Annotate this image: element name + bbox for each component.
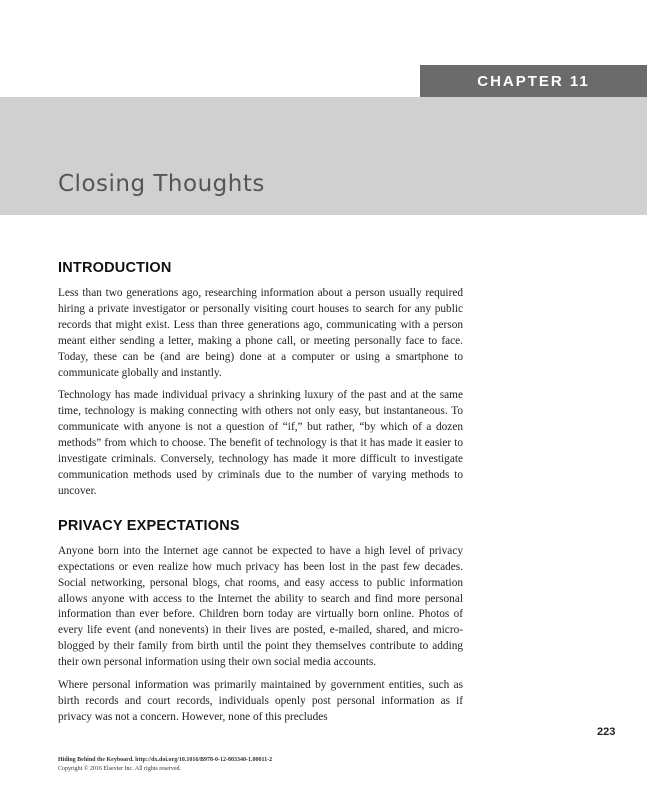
chapter-title: Closing Thoughts (58, 171, 265, 197)
page-number: 223 (597, 726, 616, 738)
paragraph: Less than two generations ago, researching information about a person usually required hiring a private investigator or personally visiting court houses to search for any public records that might exist. Less than three generations ago, communicating with a person meant either sending a letter, making a phone call, or meeting personally face to face. Today, these can be (and are being) done at a computer or using a smartphone to communicate globally and instantly. (58, 287, 463, 379)
paragraph: Where personal information was primarily maintained by government entities, such as birth records and court records, individuals openly post personal information as if privacy was not a concern. However, none of this precludes (58, 679, 463, 723)
body-content (58, 260, 463, 733)
chapter-label: CHAPTER 11 (420, 65, 647, 97)
section-heading-introduction: INTRODUCTION (58, 260, 172, 276)
footer (58, 756, 478, 774)
paragraph: Technology has made individual privacy a shrinking luxury of the past and at the same time, technology is making connecting with others not only easy, but instantaneous. To communicate with anyone is not a question of “if,” but rather, “by which of a dozen methods” from which to choose. The benefit of technology is that it has made it easier to investigate criminals. Conversely, technology has made it more difficult to investigate communication methods used by criminals due to the number of varying methods to uncover. (58, 389, 463, 497)
title-band (0, 97, 647, 215)
paragraph: Anyone born into the Internet age cannot be expected to have a high level of privacy expectations or even realize how much privacy has been lost in the past few decades. Social networking, personal blogs, chat rooms, and easy access to public information allows anyone with access to the Internet the ability to search and find more personal information than ever before. Children born today are virtually born online. Photos of every life event (and nonevents) in their lives are posted, e-mailed, shared, and micro-blogged by their family from birth until the point they themselves contribute to adding their own personal information using their own social media accounts. (58, 544, 463, 669)
section-heading-privacy-expectations: PRIVACY EXPECTATIONS (58, 517, 240, 534)
footer-copyright: Copyright © 2016 Elsevier Inc. All rights reserved. (58, 766, 182, 772)
footer-citation: Hiding Behind the Keyboard. http://dx.doi.org/10.1016/B978-0-12-803340-1.00011-2 (58, 757, 273, 763)
